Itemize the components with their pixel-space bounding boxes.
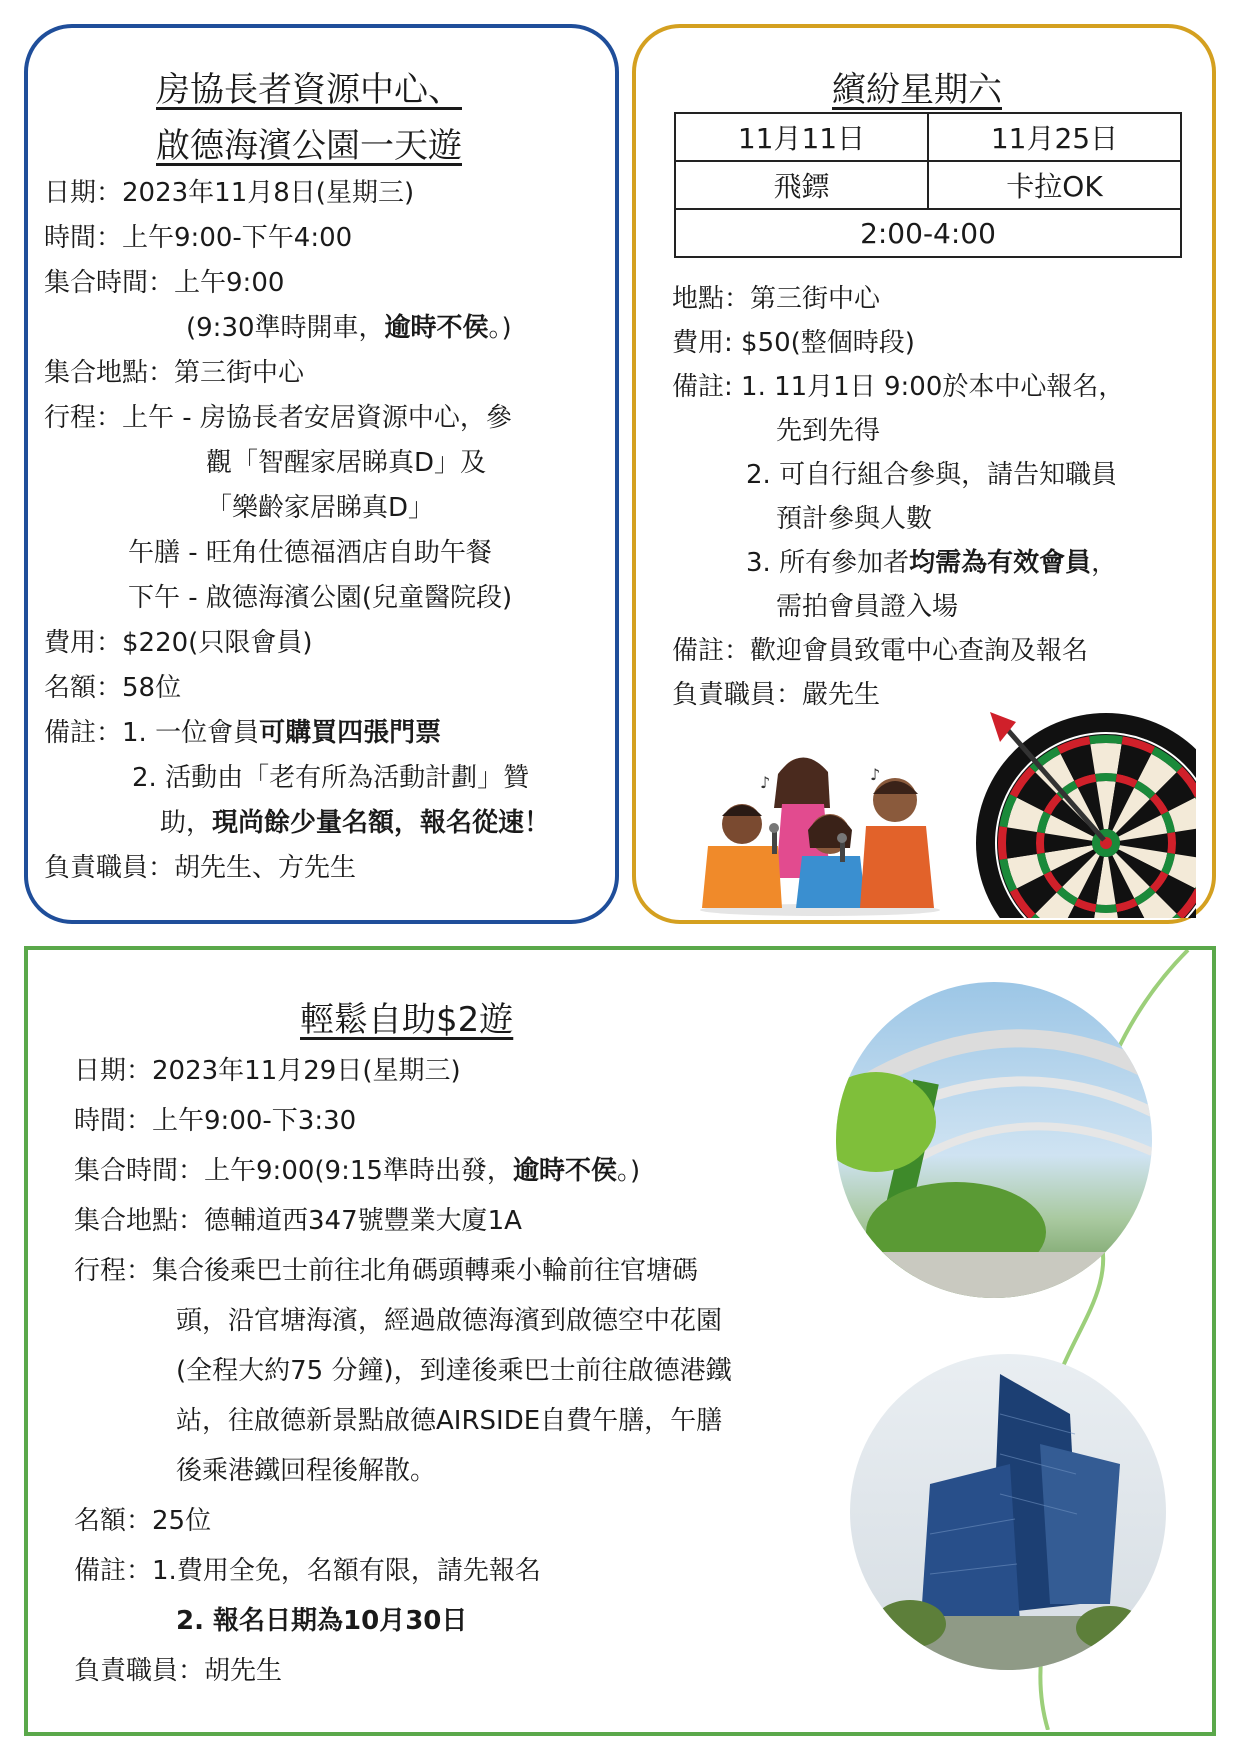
dartboard-segment bbox=[1089, 735, 1123, 744]
dartboard-segment bbox=[1006, 827, 1037, 858]
trip3-remark1: 備註：1.費用全免，名額有限，請先報名 bbox=[74, 1556, 541, 1586]
trip3-meet-time: 集合時間：上午9:00(9:15準時出發，逾時不侯。) bbox=[74, 1156, 641, 1186]
svg-text:♪: ♪ bbox=[760, 773, 771, 792]
dartboard-segment bbox=[1095, 773, 1117, 782]
sky-garden-photo bbox=[836, 982, 1152, 1298]
dartboard-segment bbox=[1167, 832, 1176, 854]
trip2-fee: 費用: $50(整個時段) bbox=[672, 328, 915, 358]
trip2-remark2-2: 預計參與人數 bbox=[776, 504, 933, 534]
trip3-title: 輕鬆自助$2遊 bbox=[300, 1000, 514, 1040]
trip2-remark1-2: 先到先得 bbox=[776, 416, 881, 446]
schedule-activity-1: 飛鏢 bbox=[675, 161, 928, 209]
trip2-title: 繽紛星期六 bbox=[832, 70, 1002, 110]
trip2-remark4: 備註：歡迎會員致電中心查詢及報名 bbox=[672, 636, 1089, 666]
trip1-meet-time: 集合時間：上午9:00 bbox=[44, 268, 285, 298]
trip2-place: 地點：第三街中心 bbox=[672, 284, 881, 314]
trip1-date: 日期：2023年11月8日(星期三) bbox=[44, 178, 415, 208]
trip1-itinerary-am-2: 觀「智醒家居睇真D」及 bbox=[206, 448, 487, 478]
trip1-title-line1: 房協長者資源中心、 bbox=[156, 70, 462, 110]
schedule-activity-2: 卡拉OK bbox=[928, 161, 1181, 209]
trip1-time: 時間：上午9:00-下午4:00 bbox=[44, 223, 353, 253]
table-row bbox=[675, 161, 1181, 209]
trip3-staff: 負責職員：胡先生 bbox=[74, 1656, 283, 1686]
dartboard-segment bbox=[1090, 912, 1121, 918]
trip1-meet-note: (9:30準時開車，逾時不侯。) bbox=[186, 313, 512, 343]
trip3-itinerary-2: 頭，沿官塘海濱，經過啟德海濱到啟德空中花園 bbox=[176, 1306, 723, 1336]
dartboard-illustration bbox=[976, 708, 1196, 918]
dartboard-segment bbox=[1036, 832, 1045, 854]
trip1-remark2-2: 助，現尚餘少量名額，報名從速！ bbox=[160, 808, 551, 838]
trip3-date: 日期：2023年11月29日(星期三) bbox=[74, 1056, 461, 1086]
trip3-itinerary: 行程：集合後乘巴士前往北角碼頭轉乘小輪前往官塘碼 bbox=[74, 1256, 699, 1286]
trip1-itinerary-am-3: 「樂齡家居睇真D」 bbox=[206, 493, 435, 523]
trip1-itinerary-pm: 下午 - 啟德海濱公園(兒童醫院段) bbox=[128, 583, 513, 613]
trip2-remark3-2: 需拍會員證入場 bbox=[776, 592, 959, 622]
trip2-remark3: 3. 所有參加者均需為有效會員， bbox=[746, 548, 1118, 578]
schedule-time: 2:00-4:00 bbox=[675, 209, 1181, 257]
schedule-table bbox=[674, 112, 1182, 258]
trip3-quota: 名額：25位 bbox=[74, 1506, 212, 1536]
svg-text:♪: ♪ bbox=[870, 765, 881, 784]
trip1-meet-place: 集合地點：第三街中心 bbox=[44, 358, 305, 388]
airside-building-photo bbox=[850, 1354, 1166, 1670]
table-row bbox=[675, 113, 1181, 161]
table-row bbox=[675, 209, 1181, 257]
trip3-remark2: 2. 報名日期為10月30日 bbox=[176, 1606, 468, 1636]
trip1-title-line2: 啟德海濱公園一天遊 bbox=[156, 126, 462, 166]
trip3-itinerary-3: (全程大約75 分鐘)，到達後乘巴士前往啟德港鐵 bbox=[176, 1356, 732, 1386]
trip3-itinerary-4: 站，往啟德新景點啟德AIRSIDE自費午膳，午膳 bbox=[176, 1406, 723, 1436]
trip1-fee: 費用：$220(只限會員) bbox=[44, 628, 313, 658]
trip1-itinerary-lunch: 午膳 - 旺角仕德福酒店自助午餐 bbox=[128, 538, 492, 568]
trip1-itinerary-am: 行程：上午 - 房協長者安居資源中心，參 bbox=[44, 403, 512, 433]
trip2-remark1: 備註: 1. 11月1日 9:00於本中心報名， bbox=[672, 372, 1125, 402]
dartboard-segment bbox=[998, 826, 1007, 860]
trip3-time: 時間：上午9:00-下3:30 bbox=[74, 1106, 357, 1136]
dartboard-segment bbox=[1175, 827, 1196, 858]
trip1-remark1: 備註：1. 一位會員可購買四張門票 bbox=[44, 718, 442, 748]
trip3-meet-place: 集合地點：德輔道西347號豐業大廈1A bbox=[74, 1206, 522, 1236]
trip1-quota: 名額：58位 bbox=[44, 673, 182, 703]
trip1-remark2: 2. 活動由「老有所為活動計劃」贊 bbox=[132, 763, 530, 793]
trip3-itinerary-5: 後乘港鐵回程後解散。 bbox=[176, 1456, 437, 1486]
trip2-remark2: 2. 可自行組合參與，請告知職員 bbox=[746, 460, 1118, 490]
trip3-panel bbox=[24, 946, 1216, 1736]
trip2-staff: 負責職員：嚴先生 bbox=[672, 680, 881, 710]
dartboard-segment bbox=[1095, 904, 1117, 913]
karaoke-illustration bbox=[690, 738, 950, 918]
trip2-panel bbox=[632, 24, 1216, 924]
schedule-date-2: 11月25日 bbox=[928, 113, 1181, 161]
trip1-panel bbox=[24, 24, 619, 924]
schedule-date-1: 11月11日 bbox=[675, 113, 928, 161]
trip1-staff: 負責職員：胡先生、方先生 bbox=[44, 853, 357, 883]
dartboard-segment bbox=[1090, 743, 1121, 774]
